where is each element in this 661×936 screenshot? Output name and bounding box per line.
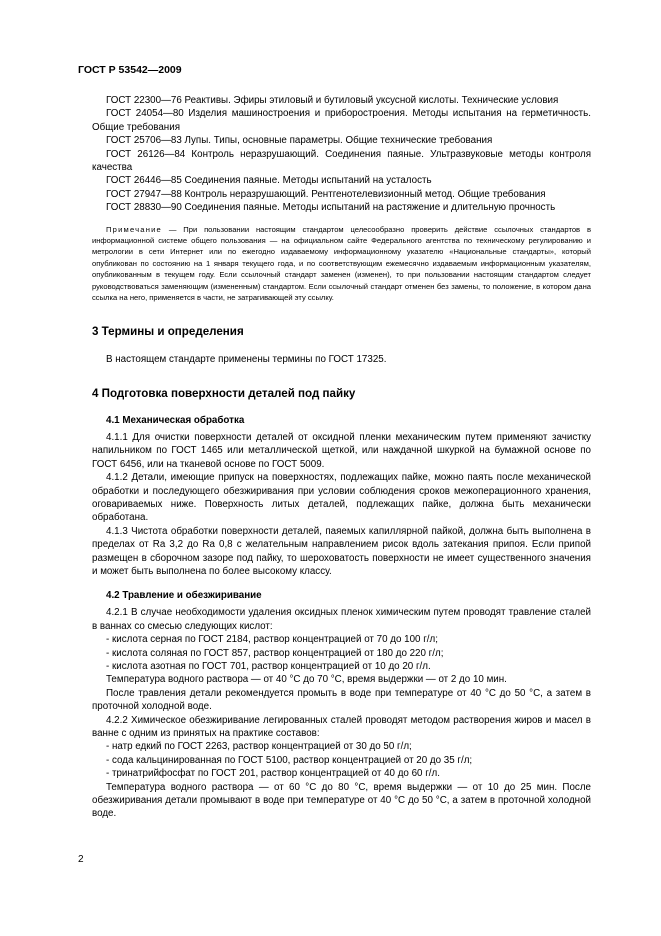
list-item: - кислота серная по ГОСТ 2184, раствор концентрацией от 70 до 100 г/л;	[106, 634, 438, 646]
subsection-4-1-heading: 4.1 Механическая обработка	[106, 414, 245, 426]
temperature-text: Температура водного раствора — от 60 °С до 80 °С, время выдержки — от 10 до 25 мин. После обезжиривания детали промывают в воде при температуре от 40 °С до 50 °С, а затем в проточной холодной воде.	[92, 781, 591, 820]
subsection-4-2-heading: 4.2 Травление и обезжиривание	[106, 590, 262, 602]
paragraph-4-1-3: 4.1.3 Чистота обработки поверхности деталей, паяемых капиллярной пайкой, должна быть выполнена в пределах от Ra 3,2 до Ra 0,8 с желательным направлением рисок вдоль затекания припоя. Если припой размещен в сборочном зазоре под пайку, то шероховатость поверхности не имеет существенного значения и может быть выполнена по более высокому классу.	[92, 525, 591, 577]
paragraph-4-1-2: 4.1.2 Детали, имеющие припуск на поверхностях, подлежащих пайке, можно паять после механической обработки и последующего обезжиривания при условии соблюдения сроков межоперационного хранения, оговариваемых ниже. Поверхность литых деталей, подлежащих пайке, должна быть механически обработана.	[92, 472, 591, 524]
list-item: - сода кальцинированная по ГОСТ 5100, раствор концентрацией от 20 до 35 г/л;	[106, 754, 473, 766]
list-item: - кислота азотная по ГОСТ 701, раствор концентрацией от 10 до 20 г/л.	[106, 661, 431, 672]
page-number: 2	[78, 854, 84, 865]
section-3-text: В настоящем стандарте применены термины по ГОСТ 17325.	[106, 353, 387, 365]
section-4-heading: 4 Подготовка поверхности деталей под пайку	[92, 386, 356, 400]
list-item: - натр едкий по ГОСТ 2263, раствор концентрацией от 30 до 50 г/л;	[106, 741, 412, 753]
reference-item: ГОСТ 26126—84 Контроль неразрушающий. Соединения паяные. Ультразвуковые методы контроля качества	[92, 148, 591, 174]
document-header: ГОСТ Р 53542—2009	[78, 64, 182, 76]
reference-item: ГОСТ 25706—83 Лупы. Типы, основные параметры. Общие технические требования	[106, 135, 493, 147]
paragraph-4-2-1: 4.2.1 В случае необходимости удаления оксидных пленок химическим путем проводят травление сталей в ваннах со смесью следующих кислот:	[92, 607, 591, 632]
paragraph-4-1-1: 4.1.1 Для очистки поверхности деталей от оксидной пленки механическим путем применяют зачистку напильником по ГОСТ 1465 или металлической щеткой, или наждачной шкуркой на бумажной основе по ГОСТ 6456, или на тканевой основе по ГОСТ 5009.	[92, 431, 591, 470]
reference-item: ГОСТ 26446—85 Соединения паяные. Методы испытаний на усталость	[106, 175, 432, 187]
temperature-text: Температура водного раствора — от 40 °С до 70 °С, время выдержки — от 2 до 10 мин.	[106, 674, 507, 686]
paragraph-4-2-2: 4.2.2 Химическое обезжиривание легированных сталей проводят методом растворения жиров и масел в ванне с одним из принятых на практике составов:	[92, 714, 591, 740]
rinse-text: После травления детали рекомендуется промыть в воде при температуре от 40 °С до 50 °С, а затем в проточной холодной воде.	[92, 687, 591, 713]
note-text: — При пользовании настоящим стандартом целесообразно проверить действие ссылочных стандартов в информационной системе общего пользования — на официальном сайте Федерального агентства по техническому регулированию и метрологии в сети Интернет или по ежегодно издаваемому информационному указателю «Национальные стандарты», который опубликован по состоянию на 1 января текущего года, и по соответствующим ежемесячно издаваемым информационным указателям, опубликованным в текущем году. Если ссылочный стандарт заменен (изменен), то при пользовании настоящим стандартом следует руководствоваться заменяющим (измененным) стандартом. Если ссылочный стандарт отменен без замены, то положение, в котором дана ссылка на него, применяется в части, не затрагивающей эту ссылку.	[92, 224, 591, 303]
note-label: Примечание	[106, 224, 162, 234]
list-item: - тринатрийфосфат по ГОСТ 201, раствор концентрацией от 40 до 60 г/л.	[106, 768, 440, 780]
reference-item: ГОСТ 28830—90 Соединения паяные. Методы испытаний на растяжение и длительную прочность	[106, 202, 556, 214]
note-paragraph	[92, 224, 591, 304]
list-item: - кислота соляная по ГОСТ 857, раствор концентрацией от 180 до 220 г/л;	[106, 647, 444, 659]
reference-item: ГОСТ 27947—88 Контроль неразрушающий. Рентгенотелевизионный метод. Общие требования	[106, 188, 546, 200]
reference-item: ГОСТ 22300—76 Реактивы. Эфиры этиловый и бутиловый уксусной кислоты. Технические условия	[106, 95, 559, 106]
section-3-heading: 3 Термины и определения	[92, 324, 244, 338]
reference-item: ГОСТ 24054—80 Изделия машиностроения и приборостроения. Методы испытания на герметичность. Общие требования	[92, 108, 591, 133]
page-content	[92, 94, 591, 821]
